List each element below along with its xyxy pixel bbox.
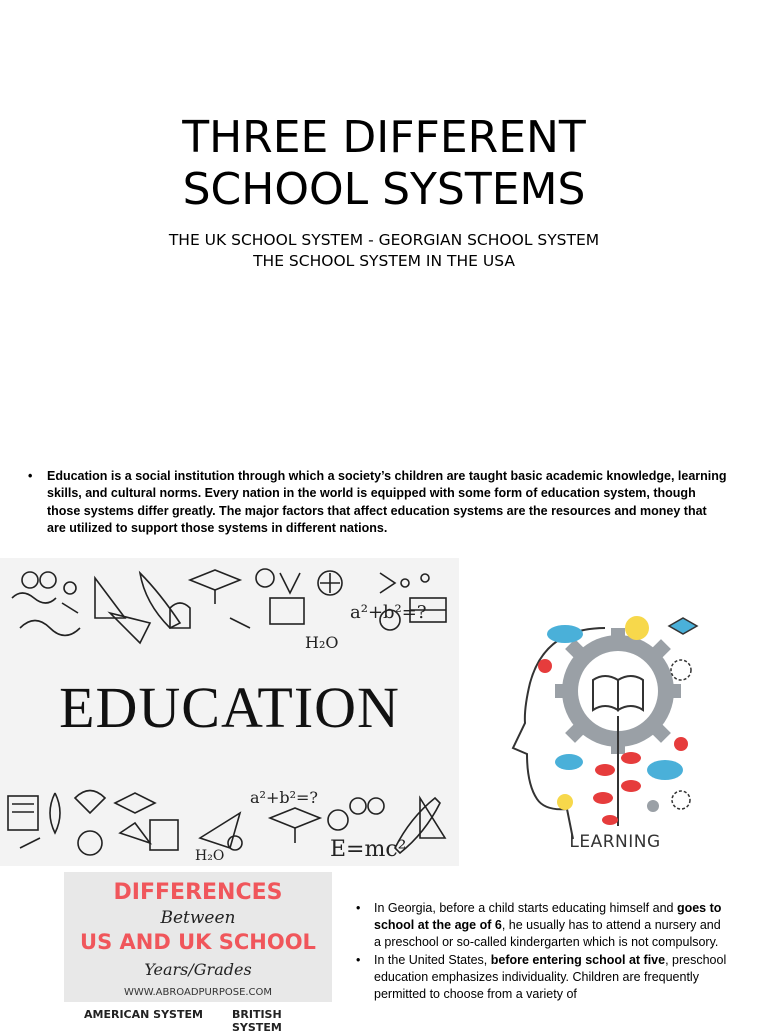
learning-image	[465, 558, 768, 866]
formula-a2b2-bottom: a²+b²=?	[250, 788, 318, 807]
bullet-2-post: , preschool education emphasizes individuality. Children are frequently permitted to choose from a variety of	[374, 952, 727, 1002]
book-icon	[593, 676, 643, 710]
cloud-icon	[555, 754, 583, 770]
intro-bullet-text: Education is a social institution through which a society’s children are taught basic academic knowledge, learning skills, and cultural norms. Every nation in the world is equipped with some form of education system, though those systems differ greatly. The major factors that affect education systems are the resources and money that are utilized to support those systems in different nations.	[47, 469, 727, 536]
bullet-1-post: , he usually has to attend a nursery and a preschool or so-called kindergarten which is not compulsory.	[374, 918, 721, 950]
diff-line-2: Between	[160, 908, 236, 928]
subtitle-line-2: THE SCHOOL SYSTEM IN THE USA	[253, 252, 515, 270]
learning-label: LEARNING	[569, 832, 661, 852]
list-item	[356, 952, 728, 1004]
formula-a2b2: a²+b²=?	[350, 602, 427, 623]
list-item	[356, 900, 728, 952]
bullet-dot: •	[28, 469, 33, 483]
intro-bullet	[28, 468, 728, 538]
diff-url: WWW.ABROADPURPOSE.COM	[123, 987, 273, 998]
diff-line-4: Years/Grades	[144, 960, 252, 979]
education-word: EDUCATION	[59, 675, 400, 740]
formula-emc2: E=mc²	[330, 837, 407, 862]
title-line-1: THREE DIFFERENT	[182, 112, 586, 163]
subtitle-line-1: THE UK SCHOOL SYSTEM - GEORGIAN SCHOOL SYSTEM	[168, 231, 600, 249]
right-bullet-list	[356, 900, 728, 1003]
sun-icon	[625, 616, 649, 640]
learning-illustration	[465, 558, 768, 866]
bullet-2-pre: In the United States,	[374, 952, 491, 967]
bullet-dot: •	[356, 952, 361, 967]
graduation-cap-icon	[669, 618, 697, 634]
differences-image	[64, 872, 332, 1034]
diff-col-british: BRITISH SYSTEM	[232, 1008, 282, 1034]
slide-subtitle	[0, 230, 768, 272]
formula-h2o: H₂O	[305, 633, 339, 652]
slide-title	[0, 112, 768, 216]
bullet-2-bold: before entering school at five	[490, 952, 666, 967]
cloud-icon	[647, 760, 683, 780]
diff-line-3: US AND UK SCHOOL	[80, 930, 316, 954]
bullet-1-pre: In Georgia, before a child starts educating himself and	[374, 901, 677, 915]
bullet-1-bold: goes to school at the age of 6	[374, 901, 722, 933]
formula-h2o-bottom: H₂O	[195, 848, 225, 864]
diff-line-1: DIFFERENCES	[113, 880, 283, 905]
bullet-dot: •	[356, 901, 361, 915]
diff-col-american: AMERICAN SYSTEM	[84, 1008, 203, 1021]
title-line-2: SCHOOL SYSTEMS	[182, 164, 586, 215]
cloud-icon	[547, 625, 583, 643]
